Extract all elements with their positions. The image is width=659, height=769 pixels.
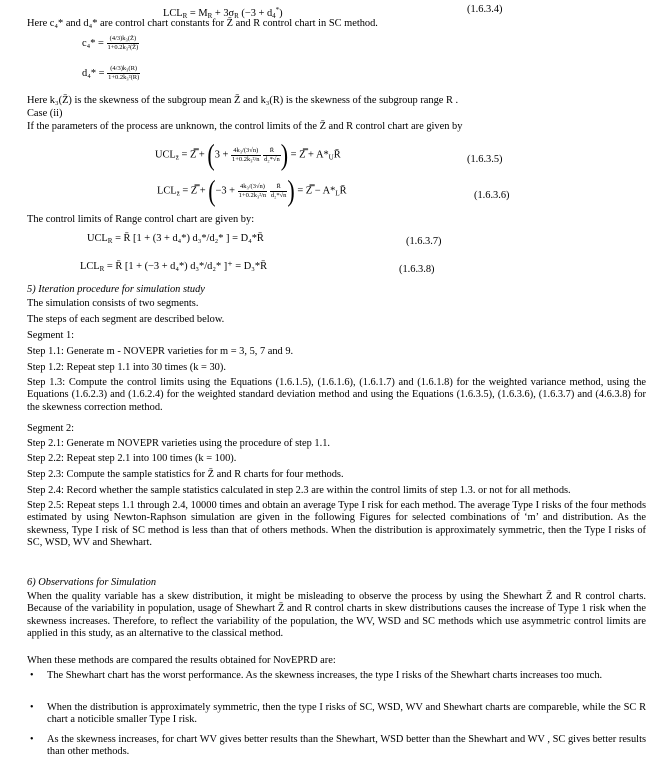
bullet-marker: • bbox=[30, 734, 34, 745]
constants-sentence: Here c₄* and d₄* are control chart constants for Z̄ and R control chart in SC method. bbox=[27, 18, 378, 29]
step-1-3: Step 1.3: Compute the control limits using the Equations (1.6.1.5), (1.6.1.6), (1.6.1.7) and (1.6.1.8) for the weighted variance method, using the Equations (1.6.2.3) and (1.6.2.4) for the weighted standard deviation method and using the Equations (1.6.3.5), (1.6.3.6), (1.6.3.7) and (4.6.3.8) for the skewness correction method. bbox=[27, 377, 646, 413]
case-ii-heading: Case (ii) bbox=[27, 108, 63, 119]
skewness-sentence: Here k₃(Z̄) is the skewness of the subgroup mean Z̄ and k₃(R) is the skewness of the subgroup range R . bbox=[27, 95, 459, 106]
c4-star-definition: c₄* = $\frac{\text{(4/3)k₃(Z̄)}}{\text{1+0.2k₃²(Z̄)}}$ bbox=[82, 35, 139, 51]
equation-1-6-3-6: $LCL_{z̄}$ = Z̿ + (−3 + $\frac{\text{4k₃/(3√n)}}{\text{1+0.2k₃²/n}}$ $\frac{R̄}{\text{d₂*√n}}$ ) = Z̿ − $A*_LR̄$ bbox=[157, 173, 347, 208]
step-1-2: Step 1.2: Repeat step 1.1 into 30 times (k = 30). bbox=[27, 362, 226, 373]
steps-description: The steps of each segment are described below. bbox=[27, 314, 225, 325]
segment-2-heading: Segment 2: bbox=[27, 423, 75, 434]
segment-1-heading: Segment 1: bbox=[27, 330, 75, 341]
step-2-3: Step 2.3: Compute the sample statistics for Z̄ and R charts for four methods. bbox=[27, 469, 344, 480]
section-6-heading: 6) Observations for Simulation bbox=[27, 577, 157, 588]
equation-1-6-3-8: $LCL_R$ = R̄ [1 + (−3 + d₄*) d₃*/d₂* ]⁺ = D₃*R̄ bbox=[80, 261, 267, 273]
comparison-intro: When these methods are compared the results obtained for NovEPRD are: bbox=[27, 655, 336, 666]
range-limits-sentence: The control limits of Range control chart are given by: bbox=[27, 214, 255, 225]
section-5-heading: 5) Iteration procedure for simulation study bbox=[27, 284, 205, 295]
equation-number-1-6-3-5: (1.6.3.5) bbox=[467, 154, 503, 165]
bullet-marker: • bbox=[30, 702, 34, 713]
step-2-5: Step 2.5: Repeat steps 1.1 through 2.4, 10000 times and obtain an average Type I risk for each method. The average Type I risks of the four methods estimated by using Newton-Raphson simulation are given in the following Figures for selected combinations of ‘m’ and distribution. As the skewness, Type I risk of SC method is less than that of others methods. When the distribution is approximately symmetric, then the Type I risks of SC, WSD, WV and Shewhart. bbox=[27, 500, 646, 549]
equation-number-1-6-3-6: (1.6.3.6) bbox=[474, 190, 510, 201]
equation-number-1-6-3-8: (1.6.3.8) bbox=[399, 264, 435, 275]
equation-1-6-3-7: $UCL_R$ = R̄ [1 + (3 + d₄*) d₃*/d₂* ] = D₄*R̄ bbox=[87, 233, 264, 245]
step-2-1: Step 2.1: Generate m NOVEPR varieties using the procedure of step 1.1. bbox=[27, 438, 330, 449]
equation-number-1-6-3-4: (1.6.3.4) bbox=[467, 4, 503, 15]
simulation-segments-sentence: The simulation consists of two segments. bbox=[27, 298, 199, 309]
equation-number-1-6-3-7: (1.6.3.7) bbox=[406, 236, 442, 247]
step-2-4: Step 2.4: Record whether the sample statistics calculated in step 2.3 are within the control limits of step 1.3. or not for all methods. bbox=[27, 485, 571, 496]
equation-1-6-3-5: $UCL_{z̄}$ = Z̿ + (3 + $\frac{\text{4k₃/(3√n)}}{\text{1+0.2k₃²/n}}$ $\frac{R̄}{\text{d₂*√n}}$ ) = Z̿ + $A*_UR̄$ bbox=[155, 137, 341, 172]
bullet-item: The Shewhart chart has the worst performance. As the skewness increases, the type I risks of the Shewhart charts increases too much. bbox=[47, 670, 603, 681]
step-1-1: Step 1.1: Generate m - NOVEPR varieties for m = 3, 5, 7 and 9. bbox=[27, 346, 294, 357]
bullet-marker: • bbox=[30, 670, 34, 681]
d4-star-definition: d₄* = $\frac{\text{(4/3)k₃(R)}}{\text{1+0.2k₃²(R)}}$ bbox=[82, 65, 140, 81]
step-2-2: Step 2.2: Repeat step 2.1 into 100 times (k = 100). bbox=[27, 453, 237, 464]
bullet-item: When the distribution is approximately symmetric, then the type I risks of SC, WSD, WV and Shewhart charts are compareble, while the SC R chart a noticible smaller Type I risk. bbox=[47, 702, 646, 726]
equation-1-6-3-4: $LCL_R = M_R + 3\sigma_R$ $(-3 + d_4^*)$ bbox=[163, 6, 283, 20]
unknown-parameters-sentence: If the parameters of the process are unknown, the control limits of the Z̄ and R control chart are given by bbox=[27, 121, 463, 132]
bullet-item: As the skewness increases, for chart WV gives better results than the Shewhart, WSD better than the Shewhart and WV , SC gives better results than other methods. bbox=[47, 734, 646, 758]
observations-paragraph: When the quality variable has a skew distribution, it might be misleading to observe the process by using the Shewhart Z̄ and R control charts. Because of the variability in population, usage of Shewhart Z̄ and R control charts in skew distributions causes the increase of Type 1 risk when the skewness increases. Therefore, to reflect the variability of the population, the WV, WSD and SC methods which use asymmetric control limits are applied in this study, as an alternative to the classical method. bbox=[27, 591, 646, 640]
